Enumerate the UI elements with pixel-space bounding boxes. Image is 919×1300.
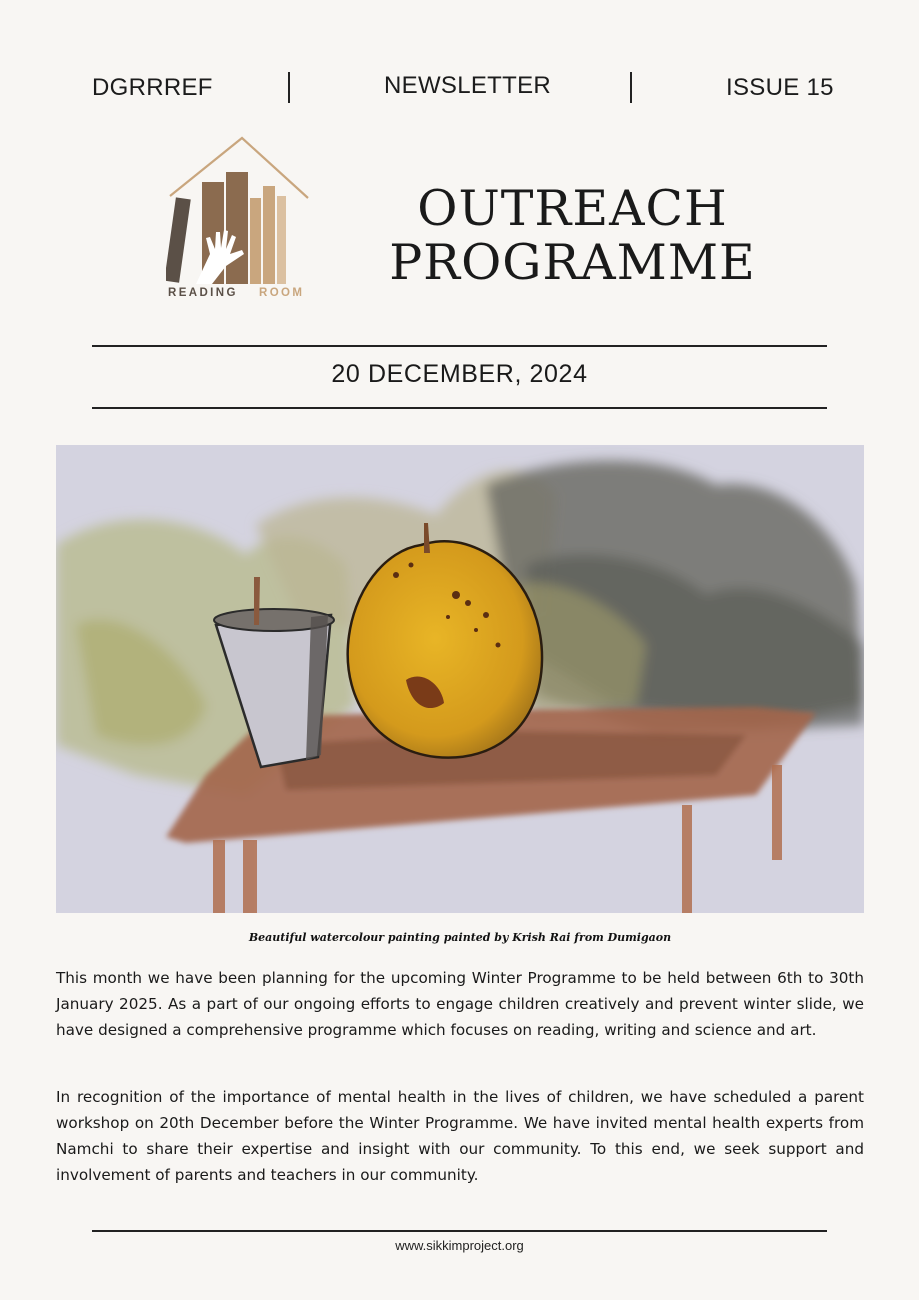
footer-divider (92, 1230, 827, 1232)
logo-text-reading: READING (168, 287, 238, 299)
logo-books (166, 172, 286, 284)
header-divider (288, 72, 290, 103)
issue-date: 20 DECEMBER, 2024 (331, 360, 588, 388)
website-link[interactable]: www.sikkimproject.org (395, 1238, 524, 1253)
divider-line (92, 345, 827, 347)
title-line-2: PROGRAMME (389, 234, 756, 291)
watercolour-painting (56, 445, 864, 913)
header-divider (630, 72, 632, 103)
issue-number: ISSUE 15 (726, 74, 834, 101)
title-line-1: OUTREACH (417, 180, 728, 237)
org-name: DGRRREF (92, 74, 213, 101)
newsletter-label: NEWSLETTER (384, 72, 552, 99)
reading-room-logo (166, 134, 316, 300)
divider-line (92, 407, 827, 409)
logo-text-room: ROOM (259, 287, 305, 299)
body-paragraph-2: In recognition of the importance of mental health in the lives of children, we have scheduled a parent workshop on 20th December before the Winter Programme. We have invited mental health experts from Namchi to share their expertise and insight with our community. To this end, we seek support and involvement of parents and teachers in our community. (56, 1088, 864, 1184)
body-paragraph-1: This month we have been planning for the upcoming Winter Programme to be held between 6th to 30th January 2025. As a part of our ongoing efforts to engage children creatively and prevent winter slide, we have designed a comprehensive programme which focuses on reading, writing and science and art. (56, 969, 864, 1039)
painting-caption: Beautiful watercolour painting painted by Krish Rai from Dumigaon (248, 931, 672, 944)
